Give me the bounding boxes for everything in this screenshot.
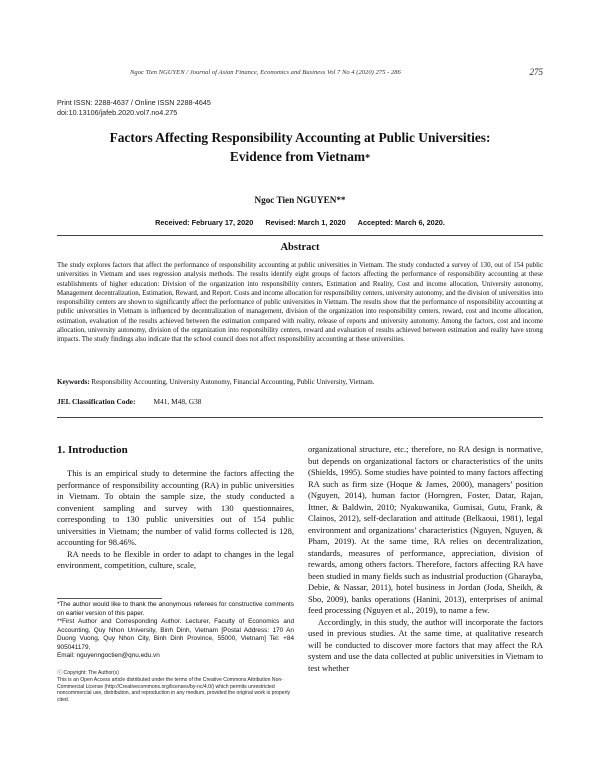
doi-line: doi:10.13106/jafeb.2020.vol7.no4.275 (57, 108, 178, 117)
title-line-2-text: Evidence from Vietnam (229, 148, 366, 164)
copyright-notice (57, 670, 294, 704)
intro-paragraph-3: organizational structure, etc.; therefore, no RA design is normative, but depends on organizational factors or characteristics of the units (Shields, 1995). Some studies have pointed to many factors affecting RA such as firm size (Hoque & James, 2000), managers’ position (Nguyen, 2014), human factor (Horngren, Foster, Datar, Rajan, Ittner, & Baldwin, 2010; Nyakuwanika, Gumisai, Gutu, Frank, & Clainos, 2012), self-declaration and attitude (Belkaoui, 1981), legal environment and organizations’ characteristics (Nguyen, Nguyen, & Pham, 2019). At the same time, RA relies on decentralization, standards, measures of performance, appreciation, division of rewards, among others factors. Therefore, factors affecting RA have been studied in many fields such as industrial production (Gharayba, Debie, & Nassar, 2011), hotel business in Jordan (Joda, Sheikh, & Sbo, 2009), banks operations (Hanini, 2013), enterprises of animal feed processing (Nguyen et al., 2019), to name a few. (308, 444, 543, 615)
jel-codes (57, 397, 543, 406)
jel-code-values: M41, M48, G38 (153, 397, 202, 406)
abstract-text: The study explores factors that affect the performance of responsibility accounting at public universities in Vietnam. The study conducted a survey of 130, out of 154 public universities in Vietnam and uses regression analysis methods. The results identify eight groups of factors affecting the performance of responsibility accounting at these establishments of higher education: Division of the organization into responsibility centers, Estimation and Reality, Cost and income allocation, University autonomy, Management decentralization, Estimation, Reward, and Report. Costs and income allocation for responsibility centers, university autonomy, and the division of universities into responsibility centers are shown to significantly affect the performance of public universities in Vietnam. The results show that the performance of responsibility accounting at public universities in Vietnam is influenced by decentralization of management, division of the organization into responsibility centers, reward, cost and income allocation, estimation, evaluation of the results achieved between the estimation compared with reality, release of reports and university autonomy. Among the factors, cost and income allocation, university autonomy, division of the organization into responsibility centers, reward and evaluation of results achieved between estimation and reality have strong impacts. The study findings also indicate that the school council does not affect responsibility accounting at these universities. (57, 262, 543, 344)
title-line-2 (57, 148, 543, 169)
license-text: This is an Open Access article distributed under the terms of the Creative Commons Attribution Non-Commercial License (http://Creativecommons.org/licenses/by-nc/4.0/) which permits unrestricted noncommercial use, distribution, and reproduction in any medium, provided the original work is properly cited. (57, 676, 291, 704)
column-right (308, 444, 543, 674)
issn-line: Print ISSN: 2288-4637 / Online ISSN 2288-4645 (57, 98, 211, 107)
title-line-1: Factors Affecting Responsibility Accounting at Public Universities: (109, 130, 491, 145)
copyright-holder: Copyright: The Author(s) (63, 670, 119, 676)
keywords-label: Keywords: (57, 378, 90, 386)
footnote-acknowledgement: *The author would like to thank the anonymous referees for constructive comments on earlier version of this paper. (57, 601, 294, 617)
divider-bottom (57, 417, 543, 418)
received-date: Received: February 17, 2020 (155, 218, 254, 227)
column-left (57, 444, 294, 572)
issn-block (57, 98, 211, 118)
abstract-heading: Abstract (280, 242, 320, 253)
keywords (57, 378, 543, 387)
divider-top (57, 235, 543, 236)
footnote-email: Email: nguyenngoctien@qnu.edu.vn (57, 652, 160, 659)
author-name: Ngoc Tien NGUYEN** (254, 195, 346, 205)
paper-title (57, 129, 543, 168)
section-heading-introduction: 1. Introduction (57, 444, 128, 456)
keywords-text: Responsibility Accounting, University Autonomy, Financial Accounting, Public University, Vietnam. (91, 378, 375, 386)
footnotes (57, 601, 294, 661)
accepted-date: Accepted: March 6, 2020. (357, 218, 445, 227)
jel-label: JEL Classification Code: (57, 397, 136, 406)
submission-dates (57, 218, 543, 227)
revised-date: Revised: March 1, 2020 (265, 218, 346, 227)
title-footnote-marker: * (365, 152, 371, 164)
intro-paragraph-4: Accordingly, in this study, the author will incorporate the factors used in previous studies. At the same time, at qualitative research will be conducted to discover more factors that may affect the RA system and use the data collected at public universities in Vietnam to test whether (308, 616, 543, 673)
footnote-divider (57, 598, 162, 599)
intro-paragraph-2: RA needs to be flexible in order to adapt to changes in the legal environment, competition, culture, scale, (57, 548, 294, 570)
copyright-icon: ⓒ (57, 670, 63, 676)
copyright-line (57, 670, 294, 677)
page-number: 275 (529, 67, 543, 77)
intro-paragraph-1: This is an empirical study to determine the factors affecting the performance of responsibility accounting (RA) in public universities in Vietnam. To obtain the sample size, the study conducted a convenient sampling and survey with 130 questionnaires, corresponding to 130 public universities out of 154 public universities in Vietnam; the number of valid forms collected is 128, accounting for 98.46%. (57, 468, 294, 547)
running-head: Ngoc Tien NGUYEN / Journal of Asian Finance, Economics and Business Vol 7 No 4 (2020) 275 - 286 (130, 69, 401, 76)
footnote-author: **First Author and Corresponding Author. Lecturer, Faculty of Economics and Accounting, Quy Nhon University, Binh Dinh, Vietnam [Postal Address: 170 An Duong Vuong, Quy Nhon City, Binh Dinh Province, 55000, Vietnam] Tel: +84 905041179, (57, 618, 294, 651)
